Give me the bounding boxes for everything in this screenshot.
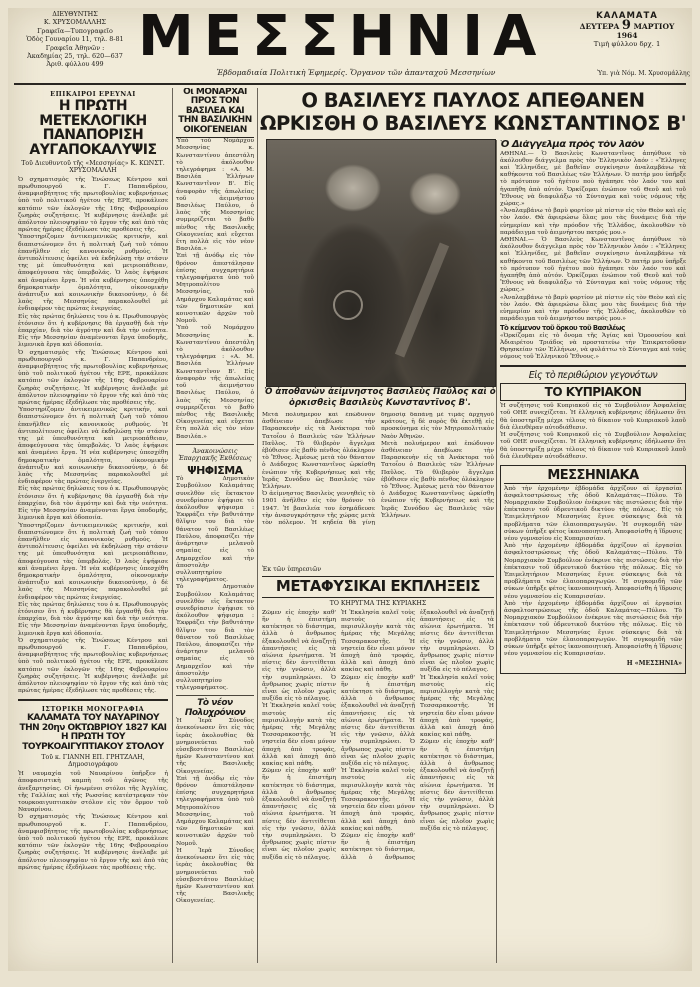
- sermon-paragraph: Ἡ Ἐκκλησία καλεῖ τοὺς πιστοὺς εἰς περισυλλογὴν κατὰ τὰς ἡμέρας τῆς Μεγάλης Τεσσαρακοστῆς. Ἡ νηστεία δὲν εἶναι μόνον ἀποχὴ ἀπὸ τροφάς, ἀλλὰ καὶ ἀποχὴ ἀπὸ κακίας καὶ πάθη.: [262, 703, 336, 768]
- king-portrait-photo: [266, 139, 496, 387]
- messiniaka-signature: Η «ΜΕΣΣΗΝΙΑ»: [626, 660, 682, 668]
- lead-paragraph: Ὁ ἀείμνηστος Βασιλεὺς γεννηθεὶς τὸ 1901 ἀνῆλθεν εἰς τὸν θρόνον τὸ 1947. Ἡ βασιλεία του ἐσημάδευσε τὴν ἀνασυγκρότησιν τῆς χώρας μετὰ τὸν πόλεμον. Ἡ κηδεία θὰ γίνῃ δημοσίᾳ δαπάνῃ μὲ τιμὰς ἀρχηγοῦ κράτους, ἡ δὲ σορὸς θὰ ἐκτεθῇ εἰς προσκύνημα εἰς τὸν Μητροπολιτικὸν Ναὸν Ἀθηνῶν.: [262, 412, 494, 527]
- masthead-rule: [14, 83, 686, 85]
- newspaper-subtitle: Ἑβδομαδιαία Πολιτικὴ Ἐφημερίς. Ὄργανον τῶν ἁπανταχοῦ Μεσσηνίων: [216, 68, 496, 77]
- lead-paragraph: Μετὰ πολυήμερον καὶ ἐπώδυνον ἀσθένειαν ἀπεβίωσε τὴν Παρασκευὴν εἰς τὰ Ἀνάκτορα τοῦ Τατοΐου ὁ Βασιλεὺς τῶν Ἑλλήνων Παῦλος. Τὸ θλιβερὸν ἄγγελμα ἐβύθισεν εἰς βαθὺ πένθος ὁλόκληρον τὸ Ἔθνος. Ἀμέσως μετὰ τὸν θάνατον ὁ Διάδοχος Κωνσταντῖνος ὡρκίσθη ἐνώπιον τῆς Κυβερνήσεως καὶ τῆς Ἱερᾶς Συνόδου ὡς Βασιλεὺς τῶν Ἑλλήνων.: [381, 440, 494, 519]
- proclamation-paragraph: ΑΘΗΝΑΙ.— Ὁ Βασιλεὺς Κωνσταντῖνος ἀπηύθυνε τὸ ἀκόλουθον διάγγελμα πρὸς τὸν Ἑλληνικὸν λαόν : «Ἕλληνες καὶ Ἑλληνίδες, μὲ βαθεῖαν συγκίνησιν ἀναλαμβάνω τὰ καθήκοντα τοῦ Βασιλέως τῶν Ἑλλήνων. Ὁ πατήρ μου ὑπῆρξε τὸ πρότυπον τοῦ ἡγέτου ποὺ ἠγάπησε τὸν λαόν του καὶ ἠγαπήθη ἀπὸ αὐτόν. Ὁρκίζομαι ἐνώπιον τοῦ Θεοῦ καὶ τοῦ Ἔθνους νὰ διαφυλάξω τὸ Σύνταγμα καὶ τοὺς νόμους τῆς χώρας.»: [500, 150, 686, 207]
- issue-number: Ἀριθ. φύλλου 499: [46, 60, 104, 69]
- athens-office-address: Ἀκαδημίας 25, τηλ. 620—637: [27, 52, 123, 61]
- issue-price: Τιμὴ φύλλου δρχ. 1: [593, 40, 661, 48]
- section-divider: [18, 699, 168, 701]
- messiniaka-paragraph: Ἀπὸ τὴν ἐρχομένην ἑβδομάδα ἀρχίζουν αἱ ἐργασίαι ἀσφαλτοστρώσεως τῆς ὁδοῦ Καλαμάτας—Πύλου. Τὸ Νομαρχιακὸν Συμβούλιον ἐνέκρινε τὰς πιστώσεις διὰ τὴν ἐπέκτασιν τοῦ ὑδρευτικοῦ δικτύου τῆς πόλεως. Εἰς τὸ Ἐπιμελητήριον Μεσσηνίας ἔγινε σύσκεψις διὰ τὰ προβλήματα τῶν ἐλαιοπαραγωγῶν. Ἡ συγκομιδὴ τῶν σύκων ὑπῆρξε φέτος ἱκανοποιητική. Ἀπεφασίσθη ἡ ἵδρυσις νέου γυμνασίου εἰς Κυπαρισσίαν.: [504, 485, 682, 542]
- sermon-paragraph: Ἡ Ἐκκλησία καλεῖ τοὺς πιστοὺς εἰς περισυλλογὴν κατὰ τὰς ἡμέρας τῆς Μεγάλης Τεσσαρακοστῆς. Ἡ νηστεία δὲν εἶναι μόνον ἀποχὴ ἀπὸ τροφάς, ἀλλὰ καὶ ἀποχὴ ἀπὸ κακίας καὶ πάθη.: [420, 674, 494, 739]
- messiniaka-paragraph: Ἀπὸ τὴν ἐρχομένην ἑβδομάδα ἀρχίζουν αἱ ἐργασίαι ἀσφαλτοστρώσεως τῆς ὁδοῦ Καλαμάτας—Πύλου. Τὸ Νομαρχιακὸν Συμβούλιον ἐνέκρινε τὰς πιστώσεις διὰ τὴν ἐπέκτασιν τοῦ ὑδρευτικοῦ δικτύου τῆς πόλεως. Εἰς τὸ Ἐπιμελητήριον Μεσσηνίας ἔγινε σύσκεψις διὰ τὰ προβλήματα τῶν ἐλαιοπαραγωγῶν. Ἡ συγκομιδὴ τῶν σύκων ὑπῆρξε φέτος ἱκανοποιητική. Ἀπεφασίσθη ἡ ἵδρυσις νέου γυμνασίου εἰς Κυπαρισσίαν.: [504, 600, 682, 658]
- lead-story-columns: [262, 412, 494, 527]
- medal-shape: [333, 290, 363, 320]
- lead-headline-line-1: Ο ΒΑΣΙΛΕΥΣ ΠΑΥΛΟΣ ΑΠΕΘΑΝΕΝ: [301, 89, 645, 112]
- editorial-paragraph: Ὁ σχηματισμὸς τῆς Ἑνώσεως Κέντρου καὶ πρωθυπουργοῦ κ. Γ. Παπανδρέου, ἀναμφισβήτητος τῆς πρωτοβουλίας κυβερνήσεως ὑπὸ τοῦ πολιτικοῦ ἡγέτου τῆς ΕΡΕ, προκάλεσε κατόπιν τῶν ἐκλογῶν τῆς 16ης Φεβρουαρίου ζωηρὰς συζητήσεις. Ἡ κυβέρνησις ἀνέλαβε μὲ ἀπόλυτον πλειοψηφίαν τὸ ἔργον τῆς καὶ ἀπὸ τὰς πρώτας ἡμέρας ἐξεδήλωσε τὰς προθέσεις τῆς.: [18, 176, 168, 234]
- sermon-columns: [262, 610, 494, 862]
- editorial-paragraph: Ὁ σχηματισμὸς τῆς Ἑνώσεως Κέντρου καὶ πρωθυπουργοῦ κ. Γ. Παπανδρέου, ἀναμφισβήτητος τῆς πρωτοβουλίας κυβερνήσεως ὑπὸ τοῦ πολιτικοῦ ἡγέτου τῆς ΕΡΕ, προκάλεσε κατόπιν τῶν ἐκλογῶν τῆς 16ης Φεβρουαρίου ζωηρὰς συζητήσεις. Ἡ κυβέρνησις ἀνέλαβε μὲ ἀπόλυτον πλειοψηφίαν τὸ ἔργον τῆς καὶ ἀπὸ τὰς πρώτας ἡμέρας ἐξεδήλωσε τὰς προθέσεις τῆς.: [18, 349, 168, 407]
- column-editorial: [18, 88, 168, 966]
- history-headline: ΚΑΛΑΜΑΤΑ ΤΟΥ ΝΑΥΑΡΙΝΟΥ ΤΗΝ 20ην ΟΚΤΩΒΡΙΟΥ 1827 ΚΑΙ Η ΠΡΩΤΗ ΤΟΥ ΤΟΥΡΚΟΑΙΓΥΠΤΙΑΚΟΥ ΣΤΟΛΟΥ: [19, 713, 167, 752]
- city: ΚΑΛΑΜΑΤΑ: [596, 11, 658, 21]
- director-name: Κ. ΧΡΥΣΟΜΑΛΛΗΣ: [43, 18, 107, 27]
- cyprus-paragraph: Ἡ συζήτησις τοῦ Κυπριακοῦ εἰς τὸ Συμβούλιον Ἀσφαλείας τοῦ ΟΗΕ συνεχίζεται. Ἡ ἑλληνικὴ κυβέρνησις ἐδήλωσεν ὅτι θὰ ὑποστηρίξῃ μέχρι τέλους τὸ δίκαιον τοῦ Κυπριακοῦ λαοῦ διὰ ἐλευθέραν αὐτοδιάθεσιν.: [500, 432, 686, 460]
- editorial-paragraph: Εἰς τὰς πρώτας δηλώσεις του ὁ κ. Πρωθυπουργὸς ἐτόνισεν ὅτι ἡ κυβέρνησις θὰ ἐργασθῇ διὰ τὴν ἐπαρχίαν, διὰ τὸν ἀγρότην καὶ διὰ τὴν νεότητα. Εἰς τὴν Μεσσηνίαν ἀναμένονται ἔργα ὑποδομῆς, λιμενικὰ ἔργα καὶ ὁδοποιία.: [18, 313, 168, 349]
- section-divider: [176, 444, 254, 445]
- polychronion-paragraph: Ἡ Ἱερὰ Σύνοδος ἀνεκοίνωσεν ὅτι εἰς τὰς ἱερὰς ἀκολουθίας θὰ μνημονεύεται τοῦ εὐσεβεστάτου Βασιλέως ἡμῶν Κωνσταντίνου καὶ τῆς Βασιλικῆς Οἰκογενείας.: [176, 718, 254, 775]
- sermon-paragraph: Ζῶμεν εἰς ἐποχὴν καθ' ἣν ἡ ἐπιστήμη κατέκτησε τὸ διάστημα, ἀλλὰ ὁ ἄνθρωπος ἐξακολουθεῖ νὰ ἀναζητῇ ἀπαντήσεις εἰς τὰ αἰώνια ἐρωτήματα. Ἡ πίστις δὲν ἀντιτίθεται εἰς τὴν γνῶσιν, ἀλλὰ τὴν συμπληρώνει. Ὁ ἄνθρωπος χωρὶς πίστιν εἶναι ὡς πλοῖον χωρὶς πυξίδα εἰς τὸ πέλαγος.: [341, 674, 415, 768]
- editor-line: Ὑπ. γιὰ Νόμ. Μ. Χρυσομάλλης: [597, 70, 690, 77]
- editorial-paragraph: Ὑποστηρίζομεν ἀντικειμενικῶς κριτικήν, καὶ διαπιστώνομεν ὅτι ἡ πολιτικὴ ζωὴ τοῦ τόπου ἐπανῆλθεν εἰς κανονικοὺς ρυθμούς. Ἡ ἀντιπολίτευσις ὀφείλει νὰ ἐκδηλώσῃ τὴν στάσιν της μὲ ὑπευθυνότητα καὶ μετριοπάθειαν, ἀποφεύγουσα τὰς ὑπερβολάς. Ὁ λαὸς ἐψήφισε καὶ ἀναμένει ἔργα. Ἡ νέα κυβέρνησις ὑπεσχέθη δημοκρατικὴν ὁμαλότητα, οἰκονομικὴν ἀνάπτυξιν καὶ κοινωνικὴν δικαιοσύνην, ὁ δὲ λαὸς τῆς Μεσσηνίας παρακολουθεῖ μὲ ἐνδιαφέρον τὰς πρώτας ἐνεργείας.: [18, 407, 168, 486]
- history-paragraph: Ὁ σχηματισμὸς τῆς Ἑνώσεως Κέντρου καὶ πρωθυπουργοῦ κ. Γ. Παπανδρέου, ἀναμφισβήτητος τῆς πρωτοβουλίας κυβερνήσεως ὑπὸ τοῦ πολιτικοῦ ἡγέτου τῆς ΕΡΕ, προκάλεσε κατόπιν τῶν ἐκλογῶν τῆς 16ης Φεβρουαρίου ζωηρὰς συζητήσεις. Ἡ κυβέρνησις ἀνέλαβε μὲ ἀπόλυτον πλειοψηφίαν τὸ ἔργον τῆς καὶ ἀπὸ τὰς πρώτας ἡμέρας ἐξεδήλωσε τὰς προθέσεις τῆς.: [18, 814, 168, 871]
- messiniaka-headline: ΜΕΣΣΗΝΙΑΚΑ: [504, 469, 682, 484]
- office-address: Ὁδὸς Γουναρίου 11, τηλ. 8-81: [26, 35, 124, 44]
- office-label: Γραφεῖα—Τυπογραφεῖο: [37, 26, 113, 35]
- athens-office-label: Γραφεῖα Ἀθηνῶν :: [45, 43, 105, 52]
- history-kicker: ΙΣΤΟΡΙΚΗ ΜΟΝΟΓΡΑΦΙΑ: [41, 705, 145, 714]
- monarchs-paragraph: Ὑπὸ τοῦ Νομάρχου Μεσσηνίας κ. Κωνσταντίνου ἀπεστάλη τὸ ἀκόλουθον τηλεγράφημα : «Α. Μ. Βασιλέα Ἑλλήνων Κωνσταντῖνον Β'. Εἰς ἀναφορὰν τῆς ἀπωλείας τοῦ ἀειμνήστου Βασιλέως Παύλου, ὁ λαὸς τῆς Μεσσηνίας συμμερίζεται τὸ βαθὺ πένθος τῆς Βασιλικῆς Οἰκογενείας καὶ εὔχεται ἔτη πολλὰ εἰς τὸν νέον Βασιλέα.»: [176, 138, 254, 253]
- sermon-headline: ΜΕΤΑΦΥΣΙΚΑΙ ΕΚΠΛΗΞΕΙΣ: [262, 576, 494, 598]
- issue-day-number: 9: [621, 18, 631, 33]
- polychronion-paragraph: Ἐπὶ τῇ ἀνόδῳ εἰς τὸν θρόνον ἀπεστάλησαν ἐπίσης συγχαρητήρια τηλεγραφήματα ὑπὸ τοῦ Μητροπολίτου Μεσσηνίας, τοῦ Δημάρχου Καλαμάτας καὶ τῶν δημοτικῶν καὶ κοινοτικῶν ἀρχῶν τοῦ Νομοῦ.: [176, 775, 254, 847]
- editorial-paragraph: Εἰς τὰς πρώτας δηλώσεις του ὁ κ. Πρωθυπουργὸς ἐτόνισεν ὅτι ἡ κυβέρνησις θὰ ἐργασθῇ διὰ τὴν ἐπαρχίαν, διὰ τὸν ἀγρότην καὶ διὰ τὴν νεότητα. Εἰς τὴν Μεσσηνίαν ἀναμένονται ἔργα ὑποδομῆς, λιμενικὰ ἔργα καὶ ὁδοποιία.: [18, 601, 168, 637]
- sermon-paragraph: Ζῶμεν εἰς ἐποχὴν καθ' ἣν ἡ ἐπιστήμη κατέκτησε τὸ διάστημα, ἀλλὰ ὁ ἄνθρωπος ἐξακολουθεῖ νὰ ἀναζητῇ ἀπαντήσεις εἰς τὰ αἰώνια ἐρωτήματα. Ἡ πίστις δὲν ἀντιτίθεται εἰς τὴν γνῶσιν, ἀλλὰ τὴν συμπληρώνει. Ὁ ἄνθρωπος χωρὶς πίστιν εἶναι ὡς πλοῖον χωρὶς πυξίδα εἰς τὸ πέλαγος.: [262, 768, 336, 861]
- oath-paragraph: «Ὀρκίζομαι εἰς τὸ ὄνομα τῆς Ἁγίας καὶ Ὁμοουσίου καὶ Ἀδιαιρέτου Τριάδος νὰ προστατεύω τὴν Ἐπικρατοῦσαν Θρησκείαν τῶν Ἑλλήνων, νὰ φυλάττω τὸ Σύνταγμα καὶ τοὺς νόμους τοῦ Ἑλληνικοῦ Ἔθνους.»: [500, 332, 686, 361]
- resolution-kicker: Ἀνακοινώσεις Ἐπαρχιακῆς Ἐκθέσεως: [178, 447, 252, 462]
- history-byline: Τοῦ κ. ΓΙΑΝΝΗ ΕΠ. ΓΡΗΤΖΑΛΗ, Δημοσιογράφου: [41, 754, 145, 769]
- sermon-paragraph: Ζῶμεν εἰς ἐποχὴν καθ' ἣν ἡ ἐπιστήμη κατέκτησε τὸ διάστημα, ἀλλὰ ὁ ἄνθρωπος ἐξακολουθεῖ νὰ ἀναζητῇ ἀπαντήσεις εἰς τὰ αἰώνια ἐρωτήματα. Ἡ πίστις δὲν ἀντιτίθεται εἰς τὴν γνῶσιν, ἀλλὰ τὴν συμπληρώνει. Ὁ ἄνθρωπος χωρὶς πίστιν εἶναι ὡς πλοῖον χωρὶς πυξίδα εἰς τὸ πέλαγος.: [262, 609, 336, 703]
- editorial-byline: Τοῦ Διευθυντοῦ τῆς «Μεσσηνίας» Κ. ΚΩΝΣΤ. ΧΡΥΣΟΜΑΛΛΗ: [21, 159, 165, 174]
- proclamation-headline: Ὁ Διάγγελμα πρὸς τὸν λαόν: [500, 140, 644, 150]
- editorial-paragraph: Ὑποστηρίζομεν ἀντικειμενικῶς κριτικήν, καὶ διαπιστώνομεν ὅτι ἡ πολιτικὴ ζωὴ τοῦ τόπου ἐπανῆλθεν εἰς κανονικοὺς ρυθμούς. Ἡ ἀντιπολίτευσις ὀφείλει νὰ ἐκδηλώσῃ τὴν στάσιν της μὲ ὑπευθυνότητα καὶ μετριοπάθειαν, ἀποφεύγουσα τὰς ὑπερβολάς. Ὁ λαὸς ἐψήφισε καὶ ἀναμένει ἔργα. Ἡ νέα κυβέρνησις ὑπεσχέθη δημοκρατικὴν ὁμαλότητα, οἰκονομικὴν ἀνάπτυξιν καὶ κοινωνικὴν δικαιοσύνην, ὁ δὲ λαὸς τῆς Μεσσηνίας παρακολουθεῖ μὲ ἐνδιαφέρον τὰς πρώτας ἐνεργείας.: [18, 522, 168, 601]
- messiniaka-paragraph: Ἀπὸ τὴν ἐρχομένην ἑβδομάδα ἀρχίζουν αἱ ἐργασίαι ἀσφαλτοστρώσεως τῆς ὁδοῦ Καλαμάτας—Πύλου. Τὸ Νομαρχιακὸν Συμβούλιον ἐνέκρινε τὰς πιστώσεις διὰ τὴν ἐπέκτασιν τοῦ ὑδρευτικοῦ δικτύου τῆς πόλεως. Εἰς τὸ Ἐπιμελητήριον Μεσσηνίας ἔγινε σύσκεψις διὰ τὰ προβλήματα τῶν ἐλαιοπαραγωγῶν. Ἡ συγκομιδὴ τῶν σύκων ὑπῆρξε φέτος ἱκανοποιητική. Ἀπεφασίσθη ἡ ἵδρυσις νέου γυμνασίου εἰς Κυπαρισσίαν.: [504, 543, 682, 600]
- resolution-headline: ΨΗΦΙΣΜΑ: [187, 463, 243, 477]
- sermon-paragraph: Ζῶμεν εἰς ἐποχὴν καθ' ἣν ἡ ἐπιστήμη κατέκτησε τὸ διάστημα, ἀλλὰ ὁ ἄνθρωπος ἐξακολουθεῖ νὰ ἀναζητῇ ἀπαντήσεις εἰς τὰ αἰώνια ἐρωτήματα. Ἡ πίστις δὲν ἀντιτίθεται εἰς τὴν γνῶσιν, ἀλλὰ τὴν συμπληρώνει. Ὁ ἄνθρωπος χωρὶς πίστιν εἶναι ὡς πλοῖον χωρὶς πυξίδα εἰς τὸ πέλαγος.: [341, 609, 494, 861]
- monarchs-paragraph: Ὑπὸ τοῦ Νομάρχου Μεσσηνίας κ. Κωνσταντίνου ἀπεστάλη τὸ ἀκόλουθον τηλεγράφημα : «Α. Μ. Βασιλέα Ἑλλήνων Κωνσταντῖνον Β'. Εἰς ἀναφορὰν τῆς ἀπωλείας τοῦ ἀειμνήστου Βασιλέως Παύλου, ὁ λαὸς τῆς Μεσσηνίας συμμερίζεται τὸ βαθὺ πένθος τῆς Βασιλικῆς Οἰκογενείας καὶ εὔχεται ἔτη πολλὰ εἰς τὸν νέον Βασιλέα.»: [176, 325, 254, 440]
- issue-year: 1964: [616, 31, 638, 40]
- sermon-byline: Ἐκ τῶν ὑπηρεσιῶν: [262, 566, 322, 573]
- editorial-paragraph: Εἰς τὰς πρώτας δηλώσεις του ὁ κ. Πρωθυπουργὸς ἐτόνισεν ὅτι ἡ κυβέρνησις θὰ ἐργασθῇ διὰ τὴν ἐπαρχίαν, διὰ τὸν ἀγρότην καὶ διὰ τὴν νεότητα. Εἰς τὴν Μεσσηνίαν ἀναμένονται ἔργα ὑποδομῆς, λιμενικὰ ἔργα καὶ ὁδοποιία.: [18, 486, 168, 522]
- lead-story: [262, 412, 494, 562]
- resolution-paragraph: Τὸ Δημοτικὸν Συμβούλιον Καλαμάτας συνελθὸν εἰς ἔκτακτον συνεδρίασιν ἐψήφισε τὸ ἀκόλουθον ψήφισμα : Ἐκφράζει τὴν βαθυτάτην θλῖψιν του διὰ τὸν θάνατον τοῦ Βασιλέως Παύλου, ἀποφασίζει τὴν ἀνάρτησιν μελανοῦ σημαίας εἰς τὸ Δημαρχεῖον καὶ τὴν ἀποστολὴν συλλυπητηρίου τηλεγραφήματος.: [176, 476, 254, 584]
- monarchs-headline: Οἱ ΜΟΝΑΡΧΑΙ ΠΡΟΣ ΤΟΝ ΒΑΣΙΛΕΑ ΚΑΙ ΤΗΝ ΒΑΣΙΛΙΚΗΝ ΟΙΚΟΓΕΝΕΙΑΝ: [176, 88, 254, 138]
- masthead-right-info: [568, 12, 686, 49]
- issue-date: [568, 18, 686, 33]
- newspaper-page: [8, 8, 692, 971]
- column-sermon: [262, 564, 494, 966]
- section-divider: [500, 365, 686, 367]
- masthead: [8, 8, 692, 86]
- history-paragraph: Ἡ ναυμαχία τοῦ Ναυαρίνου ὑπῆρξεν ἡ ἀποφασιστικὴ καμπὴ τοῦ ἀγῶνος τῆς ἀνεξαρτησίας. Οἱ ἡνωμένοι στόλοι τῆς Ἀγγλίας, τῆς Γαλλίας καὶ τῆς Ρωσσίας κατέστρεψαν τὸν τουρκοαιγυπτιακὸν στόλον εἰς τὸν ὅρμον τοῦ Ναυαρίνου.: [18, 771, 168, 814]
- column-rule: [172, 88, 173, 963]
- column-rule: [496, 140, 497, 963]
- oath-headline: Τὸ κείμενον τοῦ ὅρκου τοῦ Βασιλέως: [500, 324, 625, 333]
- photo-caption: Ὁ ἀποθανὼν ἀείμνηστος Βασιλεὺς Παῦλος καὶ ὁ ὁρκισθεὶς Βασιλεὺς Κωνσταντῖνος Β'.: [264, 387, 496, 408]
- cyprus-kicker: Εἰς τὸ περιθώριον γεγονότων: [528, 370, 658, 382]
- lead-paragraph: Μετὰ πολυήμερον καὶ ἐπώδυνον ἀσθένειαν ἀπεβίωσε τὴν Παρασκευὴν εἰς τὰ Ἀνάκτορα τοῦ Τατοΐου ὁ Βασιλεὺς τῶν Ἑλλήνων Παῦλος. Τὸ θλιβερὸν ἄγγελμα ἐβύθισεν εἰς βαθὺ πένθος ὁλόκληρον τὸ Ἔθνος. Ἀμέσως μετὰ τὸν θάνατον ὁ Διάδοχος Κωνσταντῖνος ὡρκίσθη ἐνώπιον τῆς Κυβερνήσεως καὶ τῆς Ἱερᾶς Συνόδου ὡς Βασιλεὺς τῶν Ἑλλήνων.: [262, 412, 375, 491]
- cyprus-headline: ΤΟ ΚΥΠΡΙΑΚΟΝ: [500, 383, 686, 401]
- masthead-left-info: [16, 10, 134, 69]
- polychronion-headline: Τὸ νέον Πολυχρόνιον: [184, 698, 246, 718]
- issue-day: ΔΕΥΤΕΡΑ: [579, 22, 620, 31]
- proclamation-paragraph: «Ἀναλαμβάνω τὸ βαρὺ φορτίον μὲ πίστιν εἰς τὸν Θεὸν καὶ εἰς τὸν λαόν. Θὰ ἀφιερώσω ὅλας μου τὰς δυνάμεις διὰ τὴν εὐημερίαν καὶ τὴν πρόοδον τῆς Ἑλλάδος, ἀκολουθῶν τὸ παράδειγμα τοῦ ἀειμνήστου πατρός μου.»: [500, 294, 686, 323]
- editorial-headline: Η ΠΡΩΤΗ ΜΕΤΕΚΛΟΓΙΚΗ ΠΑΝΑΠΟΡΙΣΗ ΑΥΓΑΠΟΚΑΛΥΨΙΣ: [29, 98, 157, 159]
- cyprus-paragraph: Ἡ συζήτησις τοῦ Κυπριακοῦ εἰς τὸ Συμβούλιον Ἀσφαλείας τοῦ ΟΗΕ συνεχίζεται. Ἡ ἑλληνικὴ κυβέρνησις ἐδήλωσεν ὅτι θὰ ὑποστηρίξῃ μέχρι τέλους τὸ δίκαιον τοῦ Κυπριακοῦ λαοῦ διὰ ἐλευθέραν αὐτοδιάθεσιν.: [500, 403, 686, 431]
- issue-month: ΜΑΡΤΙΟΥ: [633, 22, 675, 31]
- polychronion-paragraph: Ἡ Ἱερὰ Σύνοδος ἀνεκοίνωσεν ὅτι εἰς τὰς ἱερὰς ἀκολουθίας θὰ μνημονεύεται τοῦ εὐσεβεστάτου Βασιλέως ἡμῶν Κωνσταντίνου καὶ τῆς Βασιλικῆς Οἰκογενείας.: [176, 847, 254, 905]
- sermon-subheadline: ΤΟ ΚΗΡΥΓΜΑ ΤΗΣ ΚΥΡΙΑΚΗΣ: [329, 599, 427, 607]
- proclamation-paragraph: «Ἀναλαμβάνω τὸ βαρὺ φορτίον μὲ πίστιν εἰς τὸν Θεὸν καὶ εἰς τὸν λαόν. Θὰ ἀφιερώσω ὅλας μου τὰς δυνάμεις διὰ τὴν εὐημερίαν καὶ τὴν πρόοδον τῆς Ἑλλάδος, ἀκολουθῶν τὸ παράδειγμα τοῦ ἀειμνήστου πατρός μου.»: [500, 208, 686, 236]
- editorial-kicker: ΕΠΙΚΑΙΡΟΙ ΕΡΕΥΝΑΙ: [50, 90, 136, 98]
- proclamation-paragraph: ΑΘΗΝΑΙ.— Ὁ Βασιλεὺς Κωνσταντῖνος ἀπηύθυνε τὸ ἀκόλουθον διάγγελμα πρὸς τὸν Ἑλληνικὸν λαόν : «Ἕλληνες καὶ Ἑλληνίδες, μὲ βαθεῖαν συγκίνησιν ἀναλαμβάνω τὰ καθήκοντα τοῦ Βασιλέως τῶν Ἑλλήνων. Ὁ πατήρ μου ὑπῆρξε τὸ πρότυπον τοῦ ἡγέτου ποὺ ἠγάπησε τὸν λαόν του καὶ ἠγαπήθη ἀπὸ αὐτόν. Ὁρκίζομαι ἐνώπιον τοῦ Θεοῦ καὶ τοῦ Ἔθνους νὰ διαφυλάξω τὸ Σύνταγμα καὶ τοὺς νόμους τῆς χώρας.»: [500, 236, 686, 294]
- editorial-paragraph: Ὑποστηρίζομεν ἀντικειμενικῶς κριτικήν, καὶ διαπιστώνομεν ὅτι ἡ πολιτικὴ ζωὴ τοῦ τόπου ἐπανῆλθεν εἰς κανονικοὺς ρυθμούς. Ἡ ἀντιπολίτευσις ὀφείλει νὰ ἐκδηλώσῃ τὴν στάσιν της μὲ ὑπευθυνότητα καὶ μετριοπάθειαν, ἀποφεύγουσα τὰς ὑπερβολάς. Ὁ λαὸς ἐψήφισε καὶ ἀναμένει ἔργα. Ἡ νέα κυβέρνησις ὑπεσχέθη δημοκρατικὴν ὁμαλότητα, οἰκονομικὴν ἀνάπτυξιν καὶ κοινωνικὴν δικαιοσύνην, ὁ δὲ λαὸς τῆς Μεσσηνίας παρακολουθεῖ μὲ ἐνδιαφέρον τὰς πρώτας ἐνεργείας.: [18, 234, 168, 313]
- resolution-paragraph: Τὸ Δημοτικὸν Συμβούλιον Καλαμάτας συνελθὸν εἰς ἔκτακτον συνεδρίασιν ἐψήφισε τὸ ἀκόλουθον ψήφισμα : Ἐκφράζει τὴν βαθυτάτην θλῖψιν του διὰ τὸν θάνατον τοῦ Βασιλέως Παύλου, ἀποφασίζει τὴν ἀνάρτησιν μελανοῦ σημαίας εἰς τὸ Δημαρχεῖον καὶ τὴν ἀποστολὴν συλλυπητηρίου τηλεγραφήματος.: [176, 584, 254, 692]
- sash-shape: [395, 242, 449, 357]
- lead-headline: [258, 89, 688, 135]
- column-monarchs: [176, 88, 254, 966]
- editorial-paragraph: Ὁ σχηματισμὸς τῆς Ἑνώσεως Κέντρου καὶ πρωθυπουργοῦ κ. Γ. Παπανδρέου, ἀναμφισβήτητος τῆς πρωτοβουλίας κυβερνήσεως ὑπὸ τοῦ πολιτικοῦ ἡγέτου τῆς ΕΡΕ, προκάλεσε κατόπιν τῶν ἐκλογῶν τῆς 16ης Φεβρουαρίου ζωηρὰς συζητήσεις. Ἡ κυβέρνησις ἀνέλαβε μὲ ἀπόλυτον πλειοψηφίαν τὸ ἔργον τῆς καὶ ἀπὸ τὰς πρώτας ἡμέρας ἐξεδήλωσε τὰς προθέσεις τῆς.: [18, 637, 168, 695]
- monarchs-paragraph: Ἐπὶ τῇ ἀνόδῳ εἰς τὸν θρόνον ἀπεστάλησαν ἐπίσης συγχαρητήρια τηλεγραφήματα ὑπὸ τοῦ Μητροπολίτου Μεσσηνίας, τοῦ Δημάρχου Καλαμάτας καὶ τῶν δημοτικῶν καὶ κοινοτικῶν ἀρχῶν τοῦ Νομοῦ.: [176, 253, 254, 325]
- director-label: ΔΙΕΥΘΥΝΤΗΣ: [52, 10, 98, 18]
- sermon-paragraph: Ἡ Ἐκκλησία καλεῖ τοὺς πιστοὺς εἰς περισυλλογὴν κατὰ τὰς ἡμέρας τῆς Μεγάλης Τεσσαρακοστῆς. Ἡ νηστεία δὲν εἶναι μόνον ἀποχὴ ἀπὸ τροφάς, ἀλλὰ καὶ ἀποχὴ ἀπὸ κακίας καὶ πάθη.: [341, 609, 415, 674]
- column-proclamation: [500, 140, 686, 966]
- messiniaka-box: [500, 465, 686, 675]
- section-divider: [176, 695, 254, 696]
- lead-headline-line-2: ΩΡΚΙΣΘΗ Ο ΒΑΣΙΛΕΥΣ ΚΩΝΣΤΑΝΤΙΝΟΣ Β': [259, 112, 687, 135]
- newspaper-title: ΜΕΣΣΗΝΙΑ: [138, 8, 547, 69]
- sermon-paragraph: Ζῶμεν εἰς ἐποχὴν καθ' ἣν ἡ ἐπιστήμη κατέκτησε τὸ διάστημα, ἀλλὰ ὁ ἄνθρωπος ἐξακολουθεῖ νὰ ἀναζητῇ ἀπαντήσεις εἰς τὰ αἰώνια ἐρωτήματα. Ἡ πίστις δὲν ἀντιτίθεται εἰς τὴν γνῶσιν, ἀλλὰ τὴν συμπληρώνει. Ὁ ἄνθρωπος χωρὶς πίστιν εἶναι ὡς πλοῖον χωρὶς πυξίδα εἰς τὸ πέλαγος.: [420, 739, 494, 832]
- column-rule: [257, 88, 258, 963]
- sermon-paragraph: Ἡ Ἐκκλησία καλεῖ τοὺς πιστοὺς εἰς περισυλλογὴν κατὰ τὰς ἡμέρας τῆς Μεγάλης Τεσσαρακοστῆς. Ἡ νηστεία δὲν εἶναι μόνον ἀποχὴ ἀπὸ τροφάς, ἀλλὰ καὶ ἀποχὴ ἀπὸ κακίας καὶ πάθη.: [341, 768, 415, 832]
